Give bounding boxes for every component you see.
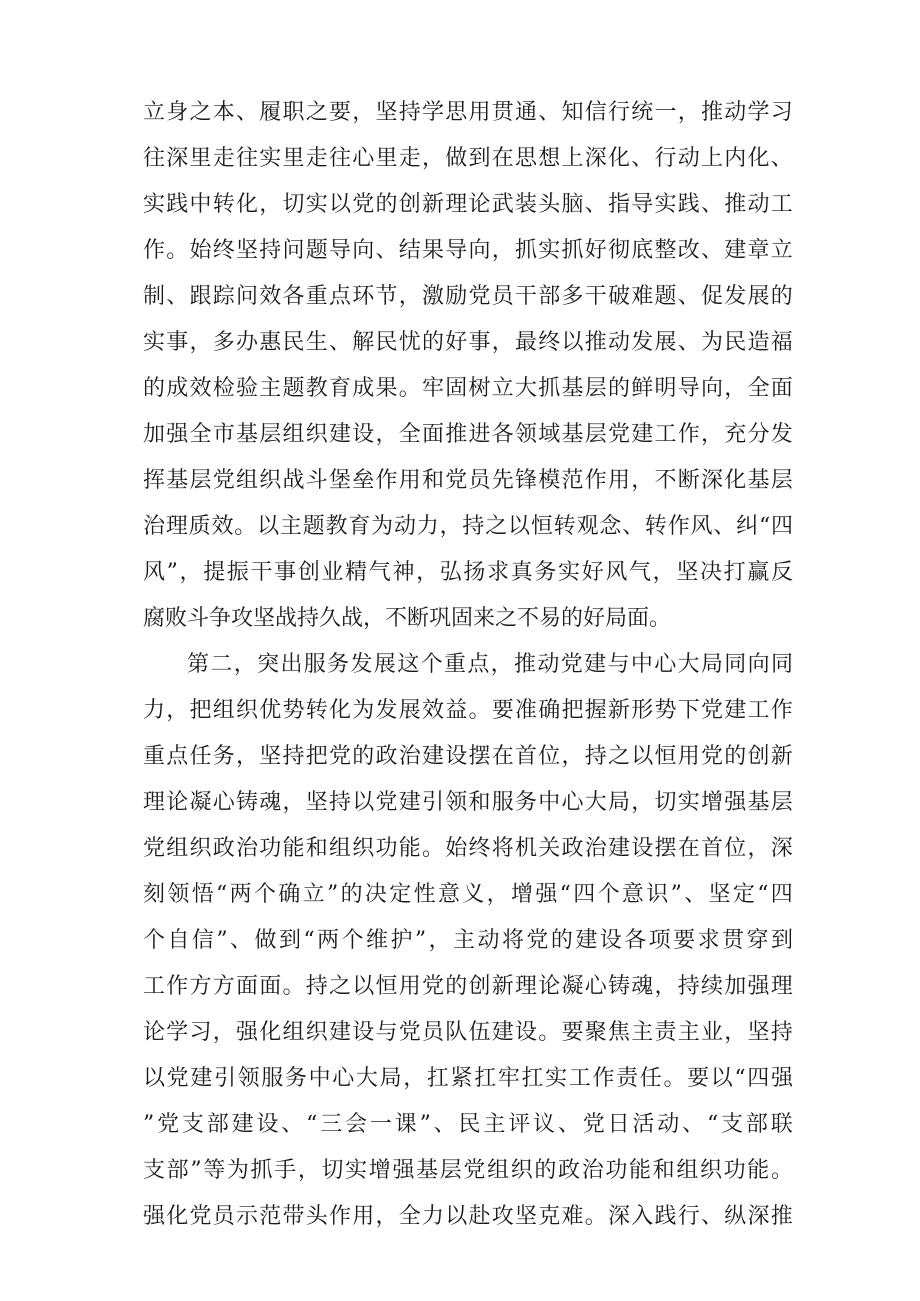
text-line: 挥 基 层 党 组 织 战 斗 堡 垒 作 用 和 党 员 先 锋 模 范 作 用 ， 不 断 深 化 基 层 [143, 468, 793, 493]
text-line: 力 ， 把 组 织 优 势 转 化 为 发 展 效 益 。 要 准 确 把 握 新 形 势 下 党 建 工 作 [143, 698, 793, 723]
text-line: 腐败斗争攻坚战持久战，不断巩固来之不易的好局面。 [143, 606, 672, 631]
text-line: 工 作 方 方 面 面 。 持 之 以 恒 用 党 的 创 新 理 论 凝 心 铸 魂 ， 持 续 加 强 理 [143, 974, 793, 999]
body-text [143, 90, 793, 1240]
text-line: 实 践 中 转 化 ， 切 实 以 党 的 创 新 理 论 武 装 头 脑 、 指 导 实 践 、 推 动 工 [143, 192, 793, 217]
text-line: 以 党 建 引 领 服 务 中 心 大 局 ， 扛 紧 扛 牢 扛 实 工 作 责 任 。 要 以 “ 四 强 [143, 1066, 793, 1091]
text-line: 立 身 之 本 、 履 职 之 要 ， 坚 持 学 思 用 贯 通 、 知 信 行 统 一 ， 推 动 学 习 [143, 100, 793, 125]
text-line: 治 理 质 效 。 以 主 题 教 育 为 动 力 ， 持 之 以 恒 转 观 念 、 转 作 风 、 纠 “ 四 [143, 514, 793, 539]
text-line: 作 。 始 终 坚 持 问 题 导 向 、 结 果 导 向 ， 抓 实 抓 好 彻 底 整 改 、 建 章 立 [143, 238, 793, 263]
text-line: 重 点 任 务 ， 坚 持 把 党 的 政 治 建 设 摆 在 首 位 ， 持 之 以 恒 用 党 的 创 新 [143, 744, 793, 769]
text-line: 的 成 效 检 验 主 题 教 育 成 果 。 牢 固 树 立 大 抓 基 层 的 鲜 明 导 向 ， 全 面 [143, 376, 793, 401]
text-line: 理 论 凝 心 铸 魂 ， 坚 持 以 党 建 引 领 和 服 务 中 心 大 局 ， 切 实 增 强 基 层 [143, 790, 793, 815]
text-line: 风 ” ， 提 振 干 事 创 业 精 气 神 ， 弘 扬 求 真 务 实 好 风 气 ， 坚 决 打 赢 反 [143, 560, 793, 585]
text-line: 实 事 ， 多 办 惠 民 生 、 解 民 忧 的 好 事 ， 最 终 以 推 动 发 展 、 为 民 造 福 [143, 330, 793, 355]
text-line: 论 学 习 ， 强 化 组 织 建 设 与 党 员 队 伍 建 设 。 要 聚 焦 主 责 主 业 ， 坚 持 [143, 1020, 793, 1045]
text-line: 往 深 里 走 往 实 里 走 往 心 里 走 ， 做 到 在 思 想 上 深 化 、 行 动 上 内 化 、 [143, 146, 793, 171]
text-line: 支 部 ” 等 为 抓 手 ， 切 实 增 强 基 层 党 组 织 的 政 治 功 能 和 组 织 功 能 。 [143, 1158, 793, 1183]
text-line: 加 强 全 市 基 层 组 织 建 设 ， 全 面 推 进 各 领 域 基 层 党 建 工 作 ， 充 分 发 [143, 422, 793, 447]
text-line: ” 党 支 部 建 设 、 “ 三 会 一 课 ” 、 民 主 评 议 、 党 日 活 动 、 “ 支 部 联 [143, 1112, 793, 1137]
text-line: 个 自 信 ” 、 做 到 “ 两 个 维 护 ” ， 主 动 将 党 的 建 设 各 项 要 求 贯 穿 到 [143, 928, 793, 953]
text-line: 第 二 ， 突 出 服 务 发 展 这 个 重 点 ， 推 动 党 建 与 中 心 大 局 同 向 同 [187, 652, 793, 677]
text-line: 党 组 织 政 治 功 能 和 组 织 功 能 。 始 终 将 机 关 政 治 建 设 摆 在 首 位 ， 深 [143, 836, 793, 861]
text-line: 刻 领 悟 “ 两 个 确 立 ” 的 决 定 性 意 义 ， 增 强 “ 四 个 意 识 ” 、 坚 定 “ 四 [143, 882, 793, 907]
text-line: 强 化 党 员 示 范 带 头 作 用 ， 全 力 以 赴 攻 坚 克 难 。 深 入 践 行 、 纵 深 推 [143, 1204, 793, 1229]
text-line: 制 、 跟 踪 问 效 各 重 点 环 节 ， 激 励 党 员 干 部 多 干 破 难 题 、 促 发 展 的 [143, 284, 793, 309]
